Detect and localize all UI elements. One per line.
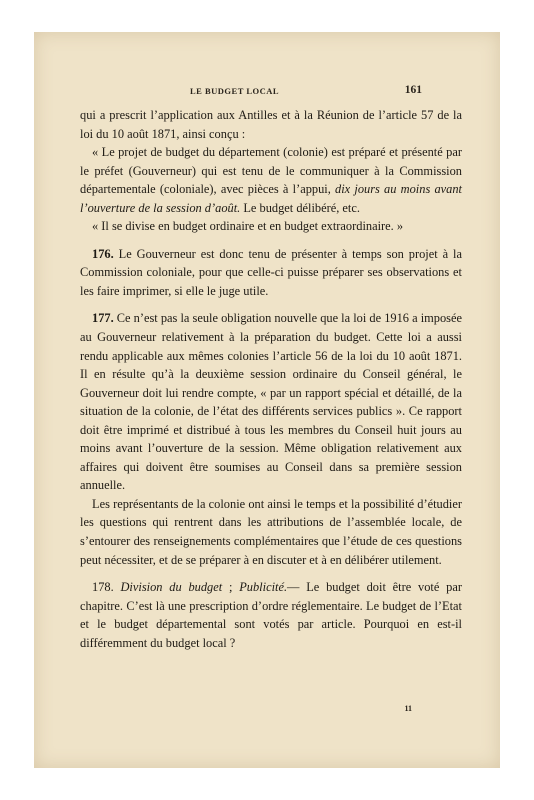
- paragraph-quote-1: [80, 143, 462, 217]
- section-title-italic: Division du budget: [120, 580, 223, 595]
- body-text: [80, 106, 462, 652]
- paragraph-text: Ce n’est pas la seule obligation nouvelle que la loi de 1916 a imposée au Gouverneur relativement à la préparation du budget. Cette loi a aussi rendu applicable aux mêmes colonies l’article 56 de la loi du 10 août 1871. Il en résulte qu’à la deuxième session ordinaire du Conseil général, le Gouverneur doit lui rendre compte, « par un rapport spécial et détaillé, de la situation de la colonie, de l’état des différents services publics ». Ce rapport doit être imprimé et distribué à tous les membres du Conseil huit jours au moins avant l’ouverture de la session. Même obligation relativement aux affaires qui doivent être soumises au Conseil dans sa première session annuelle.: [80, 311, 462, 493]
- signature-mark: 11: [404, 704, 412, 713]
- separator: ;: [222, 580, 240, 595]
- paragraph-number: 177.: [92, 311, 114, 326]
- book-page: [34, 32, 500, 768]
- paragraph-representatives: [80, 495, 462, 569]
- paragraph-text: qui a prescrit l’application aux Antilles et à la Réunion de l’article 57 de la loi du 10 août 1871, ainsi conçu :: [80, 108, 462, 141]
- quote-text-end: Le budget délibéré, etc.: [240, 200, 360, 215]
- paragraph-number: 176.: [92, 246, 114, 261]
- paragraph-intro: [80, 106, 462, 143]
- quote-text: « Le projet de budget du département (colonie) est préparé et présenté par le préfet (Gouverneur) qui est tenu de le communiquer à la Commission départementale (coloniale), avec pièces à l’appui,: [80, 145, 462, 197]
- paragraph-quote-2: [80, 217, 462, 236]
- section-title-italic-2: Publicité.: [239, 580, 288, 595]
- quote-italic-text: dix jours au moins avant l’ouverture de la session d’août.: [80, 182, 462, 215]
- quote-text: « Il se divise en budget ordinaire et en budget extraordinaire. »: [92, 219, 404, 234]
- paragraph-number: 178.: [92, 580, 114, 595]
- paragraph-177: [80, 309, 462, 494]
- paragraph-text: Les représentants de la colonie ont ainsi le temps et la possibilité d’étudier les questions qui rentrent dans les attributions de l’assemblée locale, de s’entourer des renseignements complémentaires que l’étude de ces questions peut nécessiter, et de se préparer à en discuter et à en délibérer utilement.: [80, 496, 462, 567]
- page-header: [82, 84, 422, 100]
- paragraph-text: — Le budget doit être voté par chapitre. C’est là une prescription d’ordre réglementaire. Le budget de l’Etat et le budget départemental sont votés par article. Pourquoi en est-il différemment du budget local ?: [80, 580, 462, 650]
- page-number: 161: [404, 84, 422, 96]
- paragraph-text: Le Gouverneur est donc tenu de présenter à temps son projet à la Commission coloniale, pour que celle-ci puisse préparer ses observations et les faire imprimer, si elle le juge utile.: [80, 246, 462, 298]
- running-title: LE BUDGET LOCAL: [190, 86, 280, 96]
- paragraph-178: [80, 578, 462, 652]
- paragraph-176: [80, 245, 462, 301]
